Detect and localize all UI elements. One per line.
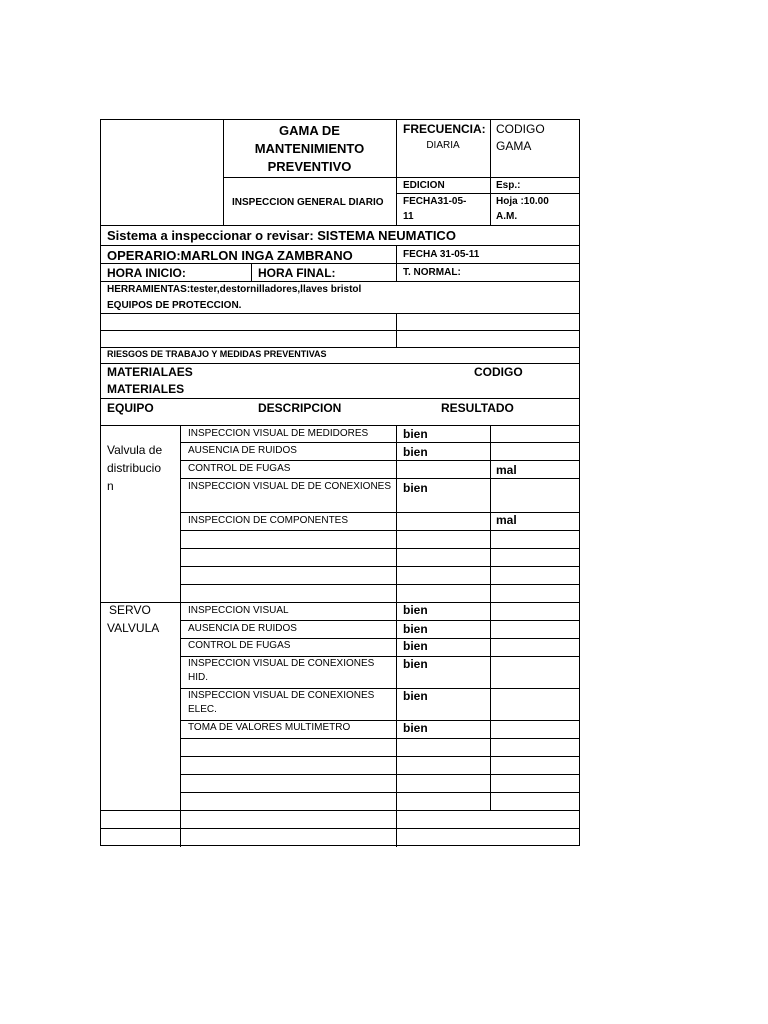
result-bien: bien <box>403 481 428 495</box>
divider <box>180 425 181 847</box>
divider <box>180 620 580 621</box>
divider <box>101 363 580 364</box>
fecha-info: FECHA 31-05-11 <box>403 249 480 260</box>
divider <box>101 225 580 226</box>
frecuencia-value: DIARIA <box>426 140 460 151</box>
divider <box>101 245 580 246</box>
table-row-descripcion: INSPECCION VISUAL DE MEDIDORES <box>188 428 369 439</box>
table-row-descripcion: CONTROL DE FUGAS <box>188 640 291 651</box>
riesgos-text: RIESGOS DE TRABAJO Y MEDIDAS PREVENTIVAS <box>107 349 327 359</box>
hoja-line2: A.M. <box>496 211 518 222</box>
divider <box>180 584 580 585</box>
result-bien: bien <box>403 603 428 617</box>
form-subtitle: INSPECCION GENERAL DIARIO <box>232 197 384 208</box>
divider <box>180 638 580 639</box>
result-bien: bien <box>403 622 428 636</box>
table-row-descripcion: INSPECCION VISUAL DE DE CONEXIONES <box>188 481 392 492</box>
result-bien: bien <box>403 445 428 459</box>
divider <box>101 281 580 282</box>
divider <box>101 810 580 811</box>
divider <box>396 313 397 347</box>
divider <box>180 774 580 775</box>
table-row-descripcion: INSPECCION VISUAL DE CONEXIONES HID. <box>188 658 375 683</box>
esp-label: Esp.: <box>496 180 521 191</box>
divider <box>180 530 580 531</box>
codigo-label: CODIGO <box>474 365 523 379</box>
codigo-gama-line2: GAMA <box>496 139 532 153</box>
divider <box>101 398 580 399</box>
table-row-descripcion: AUSENCIA DE RUIDOS <box>188 623 297 634</box>
equipo-name: n <box>107 479 114 493</box>
column-equipo: EQUIPO <box>107 401 154 415</box>
table-row-descripcion: TOMA DE VALORES MULTIMETRO <box>188 722 351 733</box>
equipos-proteccion: EQUIPOS DE PROTECCION. <box>107 300 242 311</box>
table-row-descripcion: INSPECCION DE COMPONENTES <box>188 515 349 526</box>
operario-text: OPERARIO:MARLON INGA ZAMBRANO <box>107 248 353 263</box>
divider <box>396 120 397 225</box>
divider <box>101 828 580 829</box>
divider <box>101 602 580 603</box>
result-bien: bien <box>403 427 428 441</box>
herramientas-text: HERRAMIENTAS:tester,destornilladores,llaves bristol <box>107 284 362 295</box>
table-row-descripcion: CONTROL DE FUGAS <box>188 463 291 474</box>
divider <box>396 425 397 847</box>
divider <box>180 512 580 513</box>
result-bien: bien <box>403 721 428 735</box>
divider <box>490 120 491 225</box>
divider <box>490 425 491 811</box>
column-descripcion: DESCRIPCION <box>258 401 342 415</box>
divider <box>101 263 580 264</box>
divider <box>180 460 580 461</box>
codigo-gama-line1: CODIGO <box>496 122 545 136</box>
equipo-name: Valvula de <box>107 443 163 457</box>
divider <box>180 792 580 793</box>
t-normal: T. NORMAL: <box>403 267 461 278</box>
divider <box>101 425 580 426</box>
divider <box>101 330 580 331</box>
table-row-descripcion: INSPECCION VISUAL DE CONEXIONES ELEC. <box>188 690 375 715</box>
result-bien: bien <box>403 689 428 703</box>
divider <box>180 478 580 479</box>
materiales-line2: MATERIALES <box>107 382 185 396</box>
divider <box>180 756 580 757</box>
equipo-name: distribucio <box>107 461 162 475</box>
frecuencia-label: FRECUENCIA: <box>403 122 486 136</box>
divider <box>251 263 252 281</box>
materiales-line1: MATERIALAES <box>107 365 193 379</box>
equipo-name: VALVULA <box>107 621 160 635</box>
divider <box>101 347 580 348</box>
divider <box>180 720 580 721</box>
result-mal: mal <box>496 463 517 477</box>
fecha-line1: FECHA31-05- <box>403 196 467 207</box>
form-title-line2: MANTENIMIENTO <box>254 141 365 156</box>
sistema-text: Sistema a inspeccionar o revisar: SISTEMA NEUMATICO <box>107 228 456 243</box>
table-row-descripcion: INSPECCION VISUAL <box>188 605 289 616</box>
divider <box>180 566 580 567</box>
divider <box>396 193 580 194</box>
hora-inicio: HORA INICIO: <box>107 266 186 280</box>
edicion-label: EDICION <box>403 180 445 191</box>
divider <box>180 548 580 549</box>
hora-final: HORA FINAL: <box>258 266 336 280</box>
divider <box>223 177 580 178</box>
result-bien: bien <box>403 639 428 653</box>
divider <box>101 313 580 314</box>
divider <box>180 442 580 443</box>
equipo-name: SERVO <box>109 603 151 617</box>
divider <box>180 738 580 739</box>
fecha-line2: 11 <box>403 211 414 222</box>
table-row-descripcion: AUSENCIA DE RUIDOS <box>188 445 297 456</box>
maintenance-form <box>100 119 580 846</box>
result-bien: bien <box>403 657 428 671</box>
result-mal: mal <box>496 513 517 527</box>
column-resultado: RESULTADO <box>441 401 514 415</box>
form-title-line1: GAMA DE <box>279 123 340 138</box>
form-title-line3: PREVENTIVO <box>267 159 352 174</box>
hoja-line1: Hoja :10.00 <box>496 196 549 207</box>
